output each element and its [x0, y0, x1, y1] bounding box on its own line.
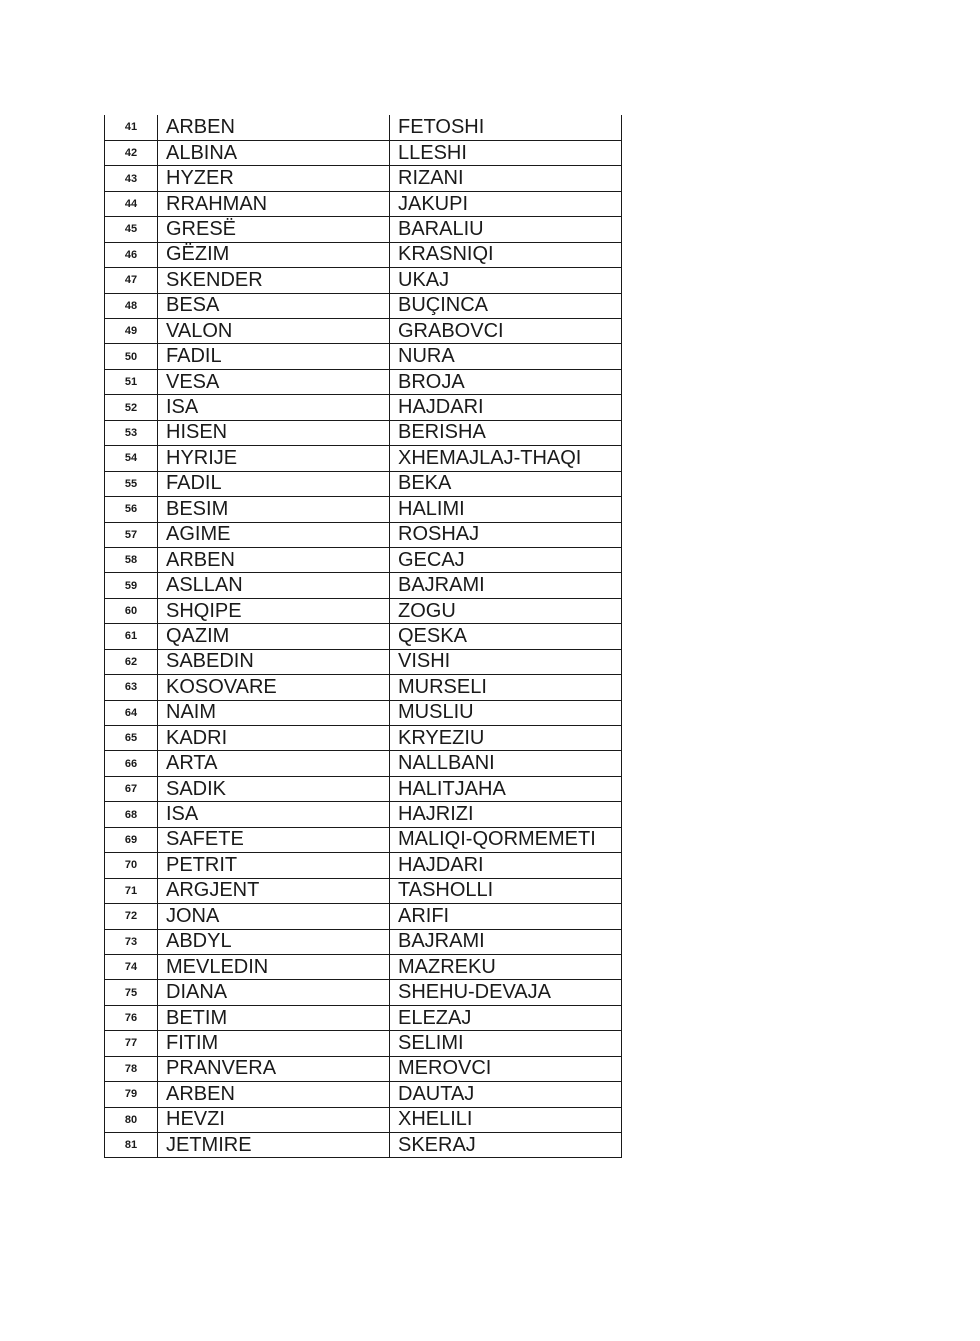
row-number-cell: 66: [105, 751, 158, 776]
table-row: [105, 140, 622, 165]
row-number-cell: 42: [105, 140, 158, 165]
last-name-cell: MUSLIU: [390, 700, 622, 725]
last-name-cell: GRABOVCI: [390, 319, 622, 344]
row-number-cell: 58: [105, 547, 158, 572]
row-number-cell: 63: [105, 675, 158, 700]
names-table: [104, 115, 622, 1158]
names-table-body: [105, 115, 622, 1158]
first-name-cell: HYRIJE: [158, 446, 390, 471]
first-name-cell: KOSOVARE: [158, 675, 390, 700]
first-name-cell: HISEN: [158, 420, 390, 445]
row-number-cell: 64: [105, 700, 158, 725]
table-row: [105, 369, 622, 394]
row-number-cell: 80: [105, 1107, 158, 1132]
first-name-cell: QAZIM: [158, 624, 390, 649]
first-name-cell: VESA: [158, 369, 390, 394]
first-name-cell: MEVLEDIN: [158, 954, 390, 979]
last-name-cell: HALIMI: [390, 497, 622, 522]
row-number-cell: 61: [105, 624, 158, 649]
row-number-cell: 49: [105, 319, 158, 344]
last-name-cell: HALITJAHA: [390, 776, 622, 801]
table-row: [105, 624, 622, 649]
last-name-cell: KRASNIQI: [390, 242, 622, 267]
last-name-cell: JAKUPI: [390, 191, 622, 216]
last-name-cell: DAUTAJ: [390, 1082, 622, 1107]
table-row: [105, 446, 622, 471]
row-number-cell: 52: [105, 395, 158, 420]
table-row: [105, 268, 622, 293]
table-row: [105, 827, 622, 852]
table-row: [105, 217, 622, 242]
row-number-cell: 75: [105, 980, 158, 1005]
row-number-cell: 48: [105, 293, 158, 318]
last-name-cell: BEKA: [390, 471, 622, 496]
row-number-cell: 73: [105, 929, 158, 954]
row-number-cell: 47: [105, 268, 158, 293]
first-name-cell: ALBINA: [158, 140, 390, 165]
table-row: [105, 878, 622, 903]
first-name-cell: RRAHMAN: [158, 191, 390, 216]
row-number-cell: 79: [105, 1082, 158, 1107]
table-row: [105, 547, 622, 572]
table-row: [105, 319, 622, 344]
row-number-cell: 62: [105, 649, 158, 674]
table-row: [105, 929, 622, 954]
table-row: [105, 497, 622, 522]
row-number-cell: 46: [105, 242, 158, 267]
row-number-cell: 53: [105, 420, 158, 445]
last-name-cell: KRYEZIU: [390, 726, 622, 751]
table-row: [105, 649, 622, 674]
row-number-cell: 60: [105, 598, 158, 623]
table-row: [105, 675, 622, 700]
row-number-cell: 78: [105, 1056, 158, 1081]
last-name-cell: HAJDARI: [390, 853, 622, 878]
table-row: [105, 980, 622, 1005]
last-name-cell: BERISHA: [390, 420, 622, 445]
row-number-cell: 65: [105, 726, 158, 751]
row-number-cell: 71: [105, 878, 158, 903]
row-number-cell: 59: [105, 573, 158, 598]
row-number-cell: 54: [105, 446, 158, 471]
table-row: [105, 802, 622, 827]
last-name-cell: BAJRAMI: [390, 929, 622, 954]
last-name-cell: RIZANI: [390, 166, 622, 191]
first-name-cell: GRESË: [158, 217, 390, 242]
first-name-cell: SKENDER: [158, 268, 390, 293]
first-name-cell: BESA: [158, 293, 390, 318]
table-row: [105, 166, 622, 191]
first-name-cell: BESIM: [158, 497, 390, 522]
first-name-cell: JONA: [158, 904, 390, 929]
last-name-cell: MURSELI: [390, 675, 622, 700]
first-name-cell: HEVZI: [158, 1107, 390, 1132]
first-name-cell: PRANVERA: [158, 1056, 390, 1081]
table-row: [105, 1107, 622, 1132]
last-name-cell: MAZREKU: [390, 954, 622, 979]
row-number-cell: 68: [105, 802, 158, 827]
row-number-cell: 51: [105, 369, 158, 394]
last-name-cell: FETOSHI: [390, 115, 622, 140]
last-name-cell: BUÇINCA: [390, 293, 622, 318]
last-name-cell: HAJDARI: [390, 395, 622, 420]
table-row: [105, 1056, 622, 1081]
table-row: [105, 598, 622, 623]
table-row: [105, 1031, 622, 1056]
last-name-cell: NALLBANI: [390, 751, 622, 776]
last-name-cell: LLESHI: [390, 140, 622, 165]
first-name-cell: ISA: [158, 395, 390, 420]
row-number-cell: 74: [105, 954, 158, 979]
table-row: [105, 954, 622, 979]
table-row: [105, 420, 622, 445]
last-name-cell: SELIMI: [390, 1031, 622, 1056]
table-row: [105, 242, 622, 267]
first-name-cell: DIANA: [158, 980, 390, 1005]
table-row: [105, 471, 622, 496]
last-name-cell: UKAJ: [390, 268, 622, 293]
last-name-cell: XHELILI: [390, 1107, 622, 1132]
last-name-cell: ELEZAJ: [390, 1005, 622, 1030]
first-name-cell: SAFETE: [158, 827, 390, 852]
row-number-cell: 45: [105, 217, 158, 242]
last-name-cell: XHEMAJLAJ-THAQI: [390, 446, 622, 471]
last-name-cell: MEROVCI: [390, 1056, 622, 1081]
table-row: [105, 776, 622, 801]
table-row: [105, 344, 622, 369]
first-name-cell: KADRI: [158, 726, 390, 751]
first-name-cell: ARBEN: [158, 547, 390, 572]
first-name-cell: PETRIT: [158, 853, 390, 878]
row-number-cell: 76: [105, 1005, 158, 1030]
table-row: [105, 700, 622, 725]
table-row: [105, 904, 622, 929]
last-name-cell: BROJA: [390, 369, 622, 394]
last-name-cell: ZOGU: [390, 598, 622, 623]
row-number-cell: 70: [105, 853, 158, 878]
last-name-cell: TASHOLLI: [390, 878, 622, 903]
row-number-cell: 57: [105, 522, 158, 547]
first-name-cell: NAIM: [158, 700, 390, 725]
last-name-cell: VISHI: [390, 649, 622, 674]
row-number-cell: 41: [105, 115, 158, 140]
first-name-cell: HYZER: [158, 166, 390, 191]
table-row: [105, 751, 622, 776]
last-name-cell: BARALIU: [390, 217, 622, 242]
last-name-cell: HAJRIZI: [390, 802, 622, 827]
first-name-cell: ISA: [158, 802, 390, 827]
row-number-cell: 81: [105, 1133, 158, 1158]
row-number-cell: 56: [105, 497, 158, 522]
row-number-cell: 67: [105, 776, 158, 801]
row-number-cell: 50: [105, 344, 158, 369]
first-name-cell: SABEDIN: [158, 649, 390, 674]
last-name-cell: QESKA: [390, 624, 622, 649]
row-number-cell: 55: [105, 471, 158, 496]
first-name-cell: SHQIPE: [158, 598, 390, 623]
table-row: [105, 1005, 622, 1030]
first-name-cell: ARBEN: [158, 1082, 390, 1107]
last-name-cell: SKERAJ: [390, 1133, 622, 1158]
table-row: [105, 191, 622, 216]
first-name-cell: ARGJENT: [158, 878, 390, 903]
first-name-cell: FADIL: [158, 344, 390, 369]
row-number-cell: 77: [105, 1031, 158, 1056]
first-name-cell: ARBEN: [158, 115, 390, 140]
table-row: [105, 853, 622, 878]
last-name-cell: BAJRAMI: [390, 573, 622, 598]
first-name-cell: VALON: [158, 319, 390, 344]
table-row: [105, 1082, 622, 1107]
table-row: [105, 726, 622, 751]
row-number-cell: 43: [105, 166, 158, 191]
first-name-cell: JETMIRE: [158, 1133, 390, 1158]
table-row: [105, 293, 622, 318]
first-name-cell: ARTA: [158, 751, 390, 776]
first-name-cell: SADIK: [158, 776, 390, 801]
last-name-cell: GECAJ: [390, 547, 622, 572]
table-row: [105, 395, 622, 420]
row-number-cell: 44: [105, 191, 158, 216]
table-row: [105, 1133, 622, 1158]
last-name-cell: SHEHU-DEVAJA: [390, 980, 622, 1005]
last-name-cell: ARIFI: [390, 904, 622, 929]
first-name-cell: FITIM: [158, 1031, 390, 1056]
last-name-cell: ROSHAJ: [390, 522, 622, 547]
row-number-cell: 72: [105, 904, 158, 929]
last-name-cell: NURA: [390, 344, 622, 369]
first-name-cell: BETIM: [158, 1005, 390, 1030]
first-name-cell: GËZIM: [158, 242, 390, 267]
table-row: [105, 115, 622, 140]
first-name-cell: ASLLAN: [158, 573, 390, 598]
table-row: [105, 573, 622, 598]
first-name-cell: ABDYL: [158, 929, 390, 954]
table-row: [105, 522, 622, 547]
row-number-cell: 69: [105, 827, 158, 852]
last-name-cell: MALIQI-QORMEMETI: [390, 827, 622, 852]
first-name-cell: AGIME: [158, 522, 390, 547]
first-name-cell: FADIL: [158, 471, 390, 496]
